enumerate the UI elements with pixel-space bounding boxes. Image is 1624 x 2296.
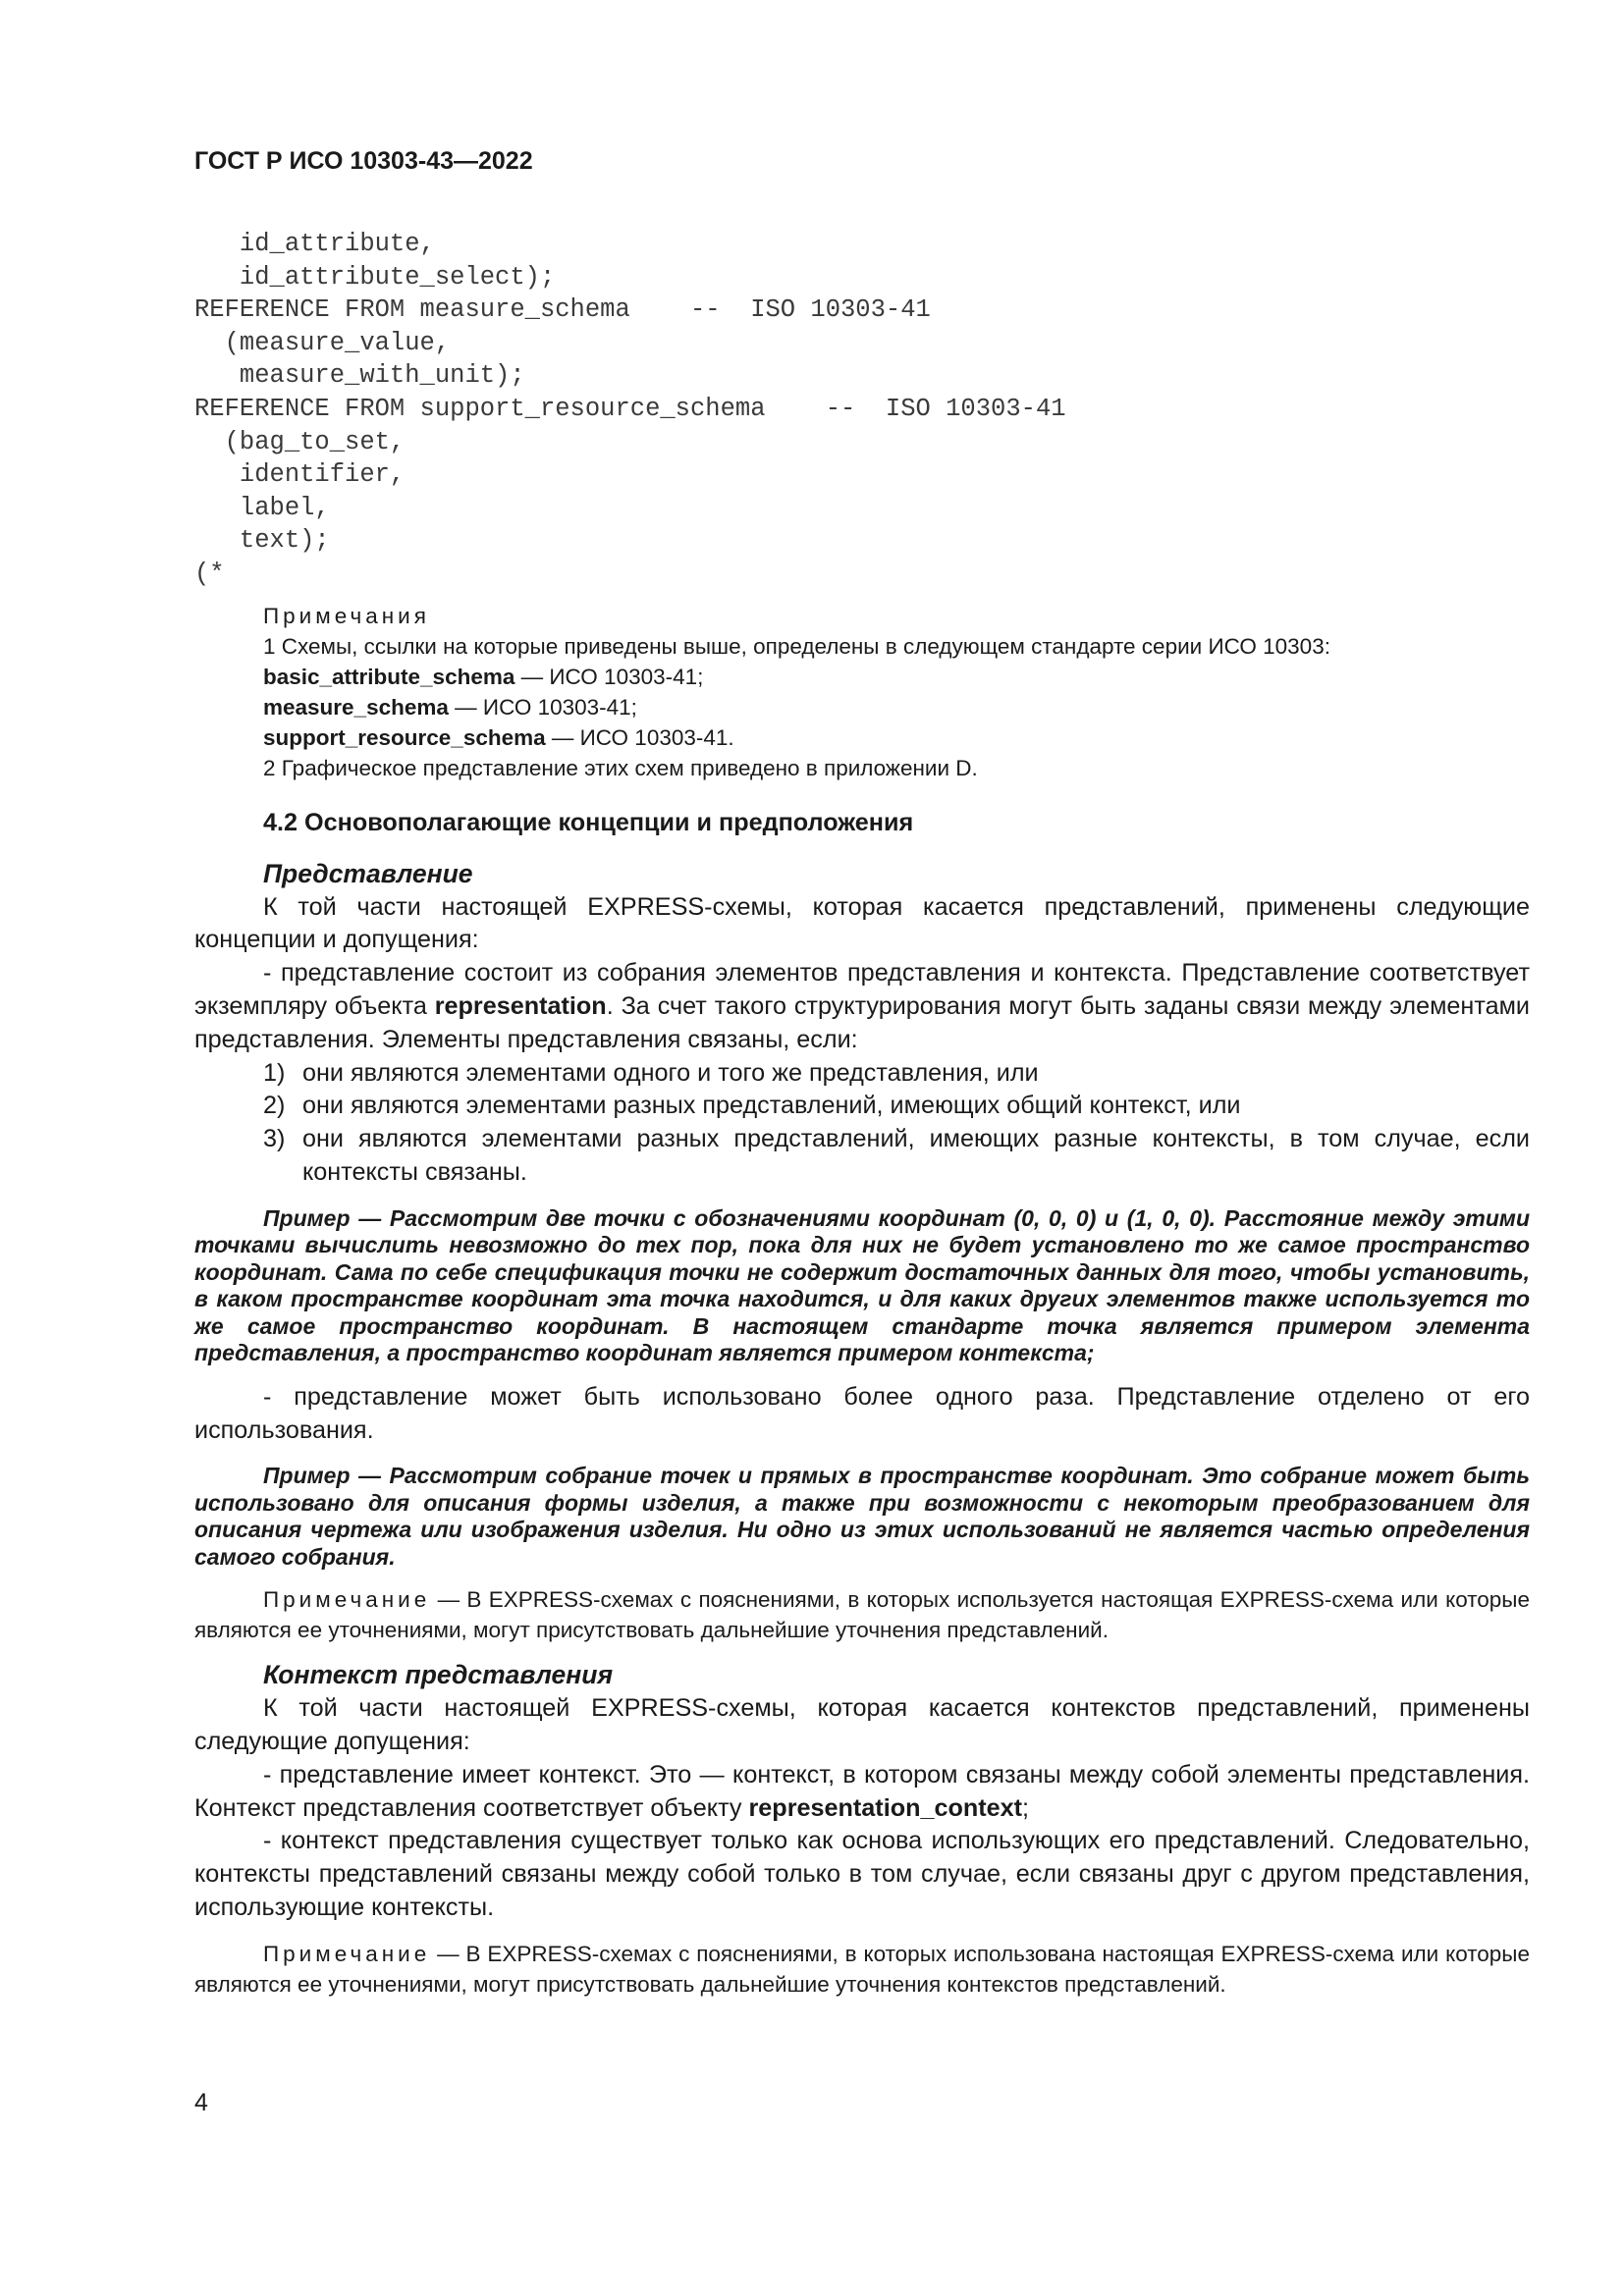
text-run: - представление имеет контекст. Это — контекст, в котором связаны между собой элементы представления. Контекст представления соответствует объекту	[194, 1760, 1530, 1822]
text-run: ;	[1022, 1793, 1030, 1822]
entity-name: representation_context	[748, 1793, 1023, 1822]
document-header: ГОСТ Р ИСО 10303-43—2022	[194, 147, 533, 175]
entity-name: representation	[434, 991, 607, 1020]
notes-title: Примечания	[263, 604, 430, 628]
list-number: 2)	[263, 1092, 286, 1120]
subsection-heading-context: Контекст представления	[263, 1660, 614, 1690]
code-line: (bag_to_set,	[194, 427, 406, 456]
example-paragraph: Пример — Рассмотрим две точки с обозначениями координат (0, 0, 0) и (1, 0, 0). Расстояние между этими точками вычислить невозможно до тех пор, пока для них не будет установлено то же самое пространство координат. Сама по себе спецификация точки не содержит достаточных данных для того, чтобы установить, в каком пространстве координат эта точка находится, и для каких других элементов также используется то же самое пространство координат. В настоящем стандарте точка является примером элемента представления, а пространство координат является примером контекста;	[194, 1204, 1530, 1366]
schema-name: basic_attribute_schema	[263, 665, 515, 689]
code-line: (*	[194, 559, 225, 588]
code-line: (measure_value,	[194, 328, 451, 357]
example-paragraph: Пример — Рассмотрим собрание точек и прямых в пространстве координат. Это собрание может быть использовано для описания формы изделия, а также при возможности с некоторым преобразованием для описания чертежа или изображения изделия. Ни одно из этих использований не является частью определения самого собрания.	[194, 1463, 1530, 1570]
subsection-heading-representation: Представление	[263, 858, 473, 888]
code-line: REFERENCE FROM support_resource_schema -- ISO 10303-41	[194, 394, 1066, 423]
code-line: measure_with_unit);	[194, 361, 525, 391]
list-item	[194, 1090, 1530, 1123]
schema-name: support_resource_schema	[263, 725, 546, 750]
note-paragraph	[194, 1939, 1530, 2000]
paragraph	[194, 1759, 1530, 1826]
paragraph: - представление может быть использовано более одного раза. Представление отделено от его использования.	[194, 1382, 1530, 1444]
schema-ref-1	[263, 662, 1530, 692]
note-paragraph	[194, 1584, 1530, 1645]
text-run: . За счет такого структурирования могут быть заданы связи между элементами представления. Элементы представления связаны, если:	[194, 991, 1530, 1053]
list-item	[194, 1057, 1530, 1091]
section-heading: 4.2 Основополагающие концепции и предположения	[263, 809, 914, 836]
note-item-2: 2 Графическое представление этих схем приведено в приложении D.	[263, 756, 978, 780]
list-text: они являются элементами разных представлений, имеющих разные контексты, в том случае, если контексты связаны.	[302, 1125, 1530, 1186]
list-item	[194, 1123, 1530, 1190]
list-number: 3)	[263, 1125, 286, 1153]
list-text: они являются элементами разных представлений, имеющих общий контекст, или	[302, 1092, 1241, 1120]
note-item-1: 1 Схемы, ссылки на которые приведены выше, определены в следующем стандарте серии ИСО 10303:	[263, 634, 1330, 659]
paragraph: К той части настоящей EXPRESS-схемы, которая касается контекстов представлений, применены следующие допущения:	[194, 1694, 1530, 1755]
code-line: label,	[194, 493, 330, 522]
note-text: — В EXPRESS-схемах с пояснениями, в которых используется настоящая EXPRESS-схема или которые являются ее уточнениями, могут присутствовать дальнейшие уточнения представлений.	[194, 1587, 1530, 1643]
note-label: Примечание	[263, 1587, 431, 1613]
schema-ref: — ИСО 10303-41.	[545, 725, 734, 750]
code-line: id_attribute_select);	[194, 262, 556, 292]
schema-name: measure_schema	[263, 695, 449, 720]
note-text: — В EXPRESS-схемах с пояснениями, в которых использована настоящая EXPRESS-схема или которые являются ее уточнениями, могут присутствовать дальнейшие уточнения контекстов представлений.	[194, 1941, 1530, 1997]
schema-ref: — ИСО 10303-41;	[448, 695, 637, 720]
schema-ref-3	[263, 722, 1530, 753]
list-text: они являются элементами одного и того же представления, или	[302, 1058, 1039, 1087]
code-line: text);	[194, 526, 330, 556]
note-label: Примечание	[263, 1941, 431, 1966]
page-number: 4	[194, 2089, 208, 2116]
paragraph: - контекст представления существует только как основа использующих его представлений. Следовательно, контексты представлений связаны между собой только в том случае, если связаны друг с другом представления, использующие контексты.	[194, 1827, 1530, 1921]
schema-ref: — ИСО 10303-41;	[514, 665, 704, 689]
code-line: id_attribute,	[194, 230, 435, 258]
list-number: 1)	[263, 1058, 286, 1087]
paragraph	[194, 957, 1530, 1056]
schema-ref-2	[263, 692, 1530, 722]
code-line: identifier,	[194, 460, 406, 490]
text-run: - представление состоит из собрания элементов представления и контекста. Представление соответствует экземпляру объекта	[194, 959, 1530, 1020]
notes-block	[263, 601, 1530, 783]
express-code-block	[194, 228, 1471, 591]
paragraph: К той части настоящей EXPRESS-схемы, которая касается представлений, применены следующие концепции и допущения:	[194, 892, 1530, 954]
code-line: REFERENCE FROM measure_schema -- ISO 10303-41	[194, 295, 931, 325]
section-4-2	[194, 807, 1530, 2000]
